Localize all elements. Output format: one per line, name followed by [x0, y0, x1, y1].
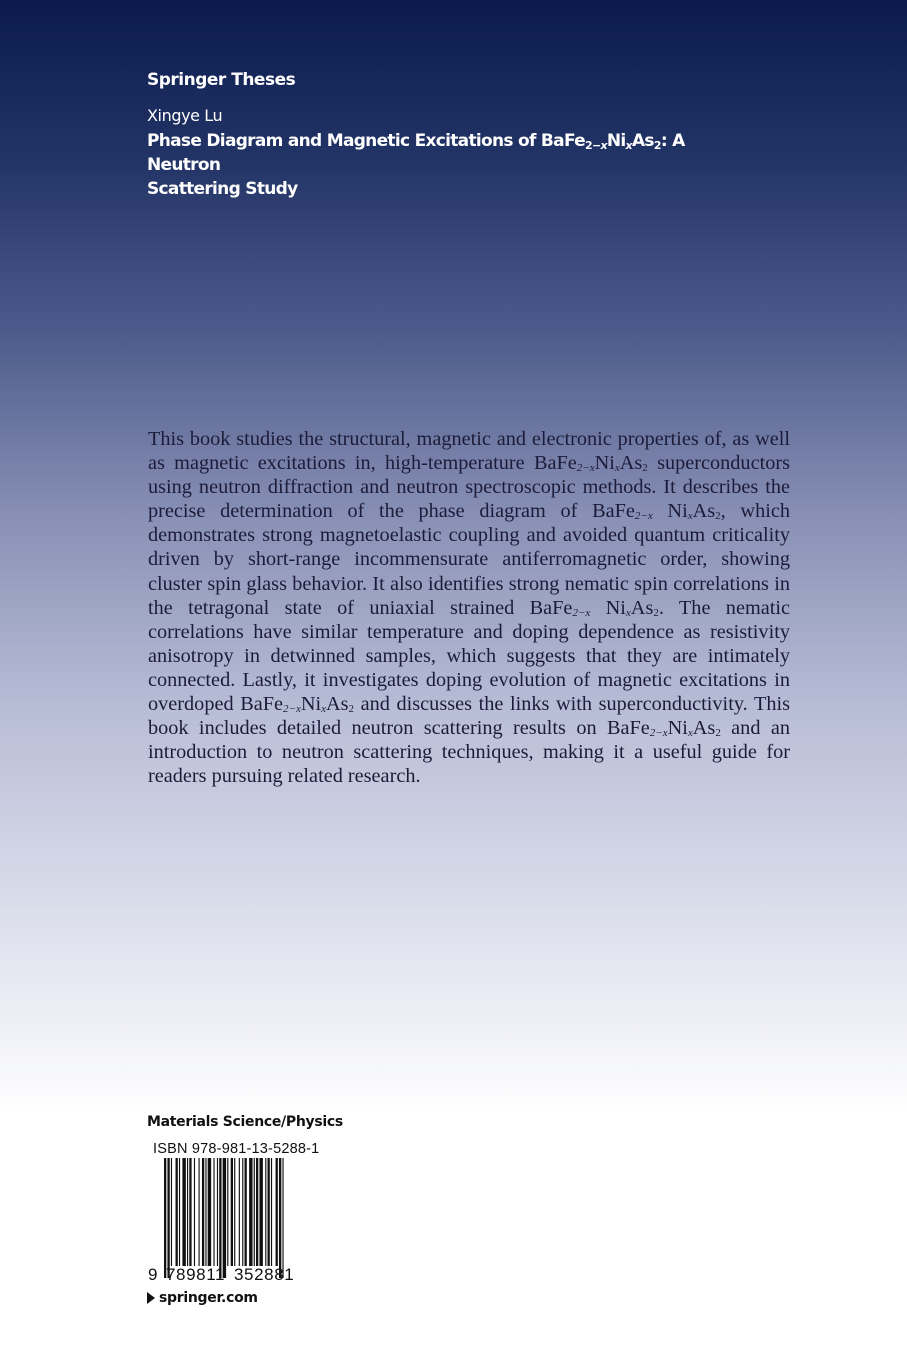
- barcode-bar: [268, 1158, 270, 1266]
- barcode-bar: [282, 1158, 283, 1278]
- barcode-bar: [199, 1158, 200, 1266]
- barcode-bar: [202, 1158, 204, 1266]
- title-line-2: Scattering Study: [147, 179, 298, 199]
- title-sub: 2: [653, 139, 661, 152]
- title-sub: 2−x: [585, 139, 607, 152]
- website-label: springer.com: [159, 1290, 258, 1306]
- barcode-bar: [271, 1158, 272, 1266]
- book-description: This book studies the structural, magnetic and electronic properties of, as well as magnetic excitations in, high-temperature $BaFe_{2-x}Ni_xAs_2$ superconductors using neutron diffraction and neutron spectroscopic methods. It describes the precise determination of the phase diagram of BaFe$_{2-x}$ $Ni_xAs_2$, which demonstrates strong magnetoelastic coupling and avoided quantum criticality driven by short-range incommensurate antiferromagnetic order, showing cluster spin glass behavior. It also identifies strong nematic spin correlations in the tetragonal state of uniaxial strained BaFe$_{2-x}$ $Ni_xAs_2$. The nematic correlations have similar temperature and doping dependence as resistivity anisotropy in detwinned samples, which suggests that they are intimately connected. Lastly, it investigates doping evolution of magnetic excitations in overdoped $BaFe_{2-x}Ni_xAs_2$ and discusses the links with superconductivity. This book includes detailed neutron scattering results on $BaFe_{2-x}Ni_xAs_2$ and an introduction to neutron scattering techniques, making it a useful guide for readers pursuing related research.: [148, 428, 790, 788]
- barcode-bar: [227, 1158, 228, 1266]
- title-sub: x: [625, 139, 632, 152]
- barcode-bar: [182, 1158, 185, 1266]
- barcode-bar: [205, 1158, 206, 1266]
- isbn-label: ISBN 978-981-13-5288-1: [153, 1141, 320, 1157]
- subject-category: Materials Science/Physics: [147, 1114, 343, 1130]
- barcode-bar: [176, 1158, 178, 1266]
- arrow-right-icon: [147, 1292, 155, 1304]
- barcode-bar: [164, 1158, 166, 1278]
- barcode-bar: [208, 1158, 211, 1266]
- barcode-bar: [279, 1158, 281, 1278]
- barcode-bar: [234, 1158, 235, 1266]
- barcode-bar: [223, 1158, 226, 1278]
- title-part: Ni: [606, 131, 626, 151]
- book-title: [147, 129, 707, 201]
- barcode-bar: [239, 1158, 240, 1266]
- barcode-bar: [217, 1158, 218, 1266]
- barcode-bar: [213, 1158, 214, 1266]
- barcode-bar: [259, 1158, 262, 1266]
- barcode-bar: [189, 1158, 191, 1266]
- barcode-bar: [194, 1158, 195, 1266]
- barcode-right-digits: 352881: [234, 1265, 295, 1284]
- barcode-bar: [256, 1158, 258, 1266]
- barcode-left-digits: 789811: [166, 1265, 226, 1284]
- barcode-bar: [167, 1158, 169, 1278]
- barcode-bar: [187, 1158, 188, 1266]
- publisher-website[interactable]: [147, 1290, 258, 1306]
- barcode-first-digit: 9: [148, 1265, 158, 1284]
- title-part: As: [631, 131, 654, 151]
- barcode-bar: [245, 1158, 247, 1266]
- barcode-bar: [219, 1158, 221, 1278]
- barcode-bar: [265, 1158, 266, 1266]
- author-name: Xingye Lu: [147, 106, 223, 125]
- title-part: : A Neutron: [147, 131, 685, 175]
- title-part: Phase Diagram and Magnetic Excitations of BaFe: [147, 131, 585, 151]
- barcode-bar: [171, 1158, 172, 1266]
- barcode-bar: [242, 1158, 243, 1266]
- barcode-bar: [276, 1158, 278, 1266]
- barcode-bar: [179, 1158, 180, 1266]
- barcode-bar: [254, 1158, 255, 1266]
- series-name: Springer Theses: [147, 70, 296, 90]
- barcode-bar: [249, 1158, 252, 1266]
- barcode-bar: [231, 1158, 233, 1266]
